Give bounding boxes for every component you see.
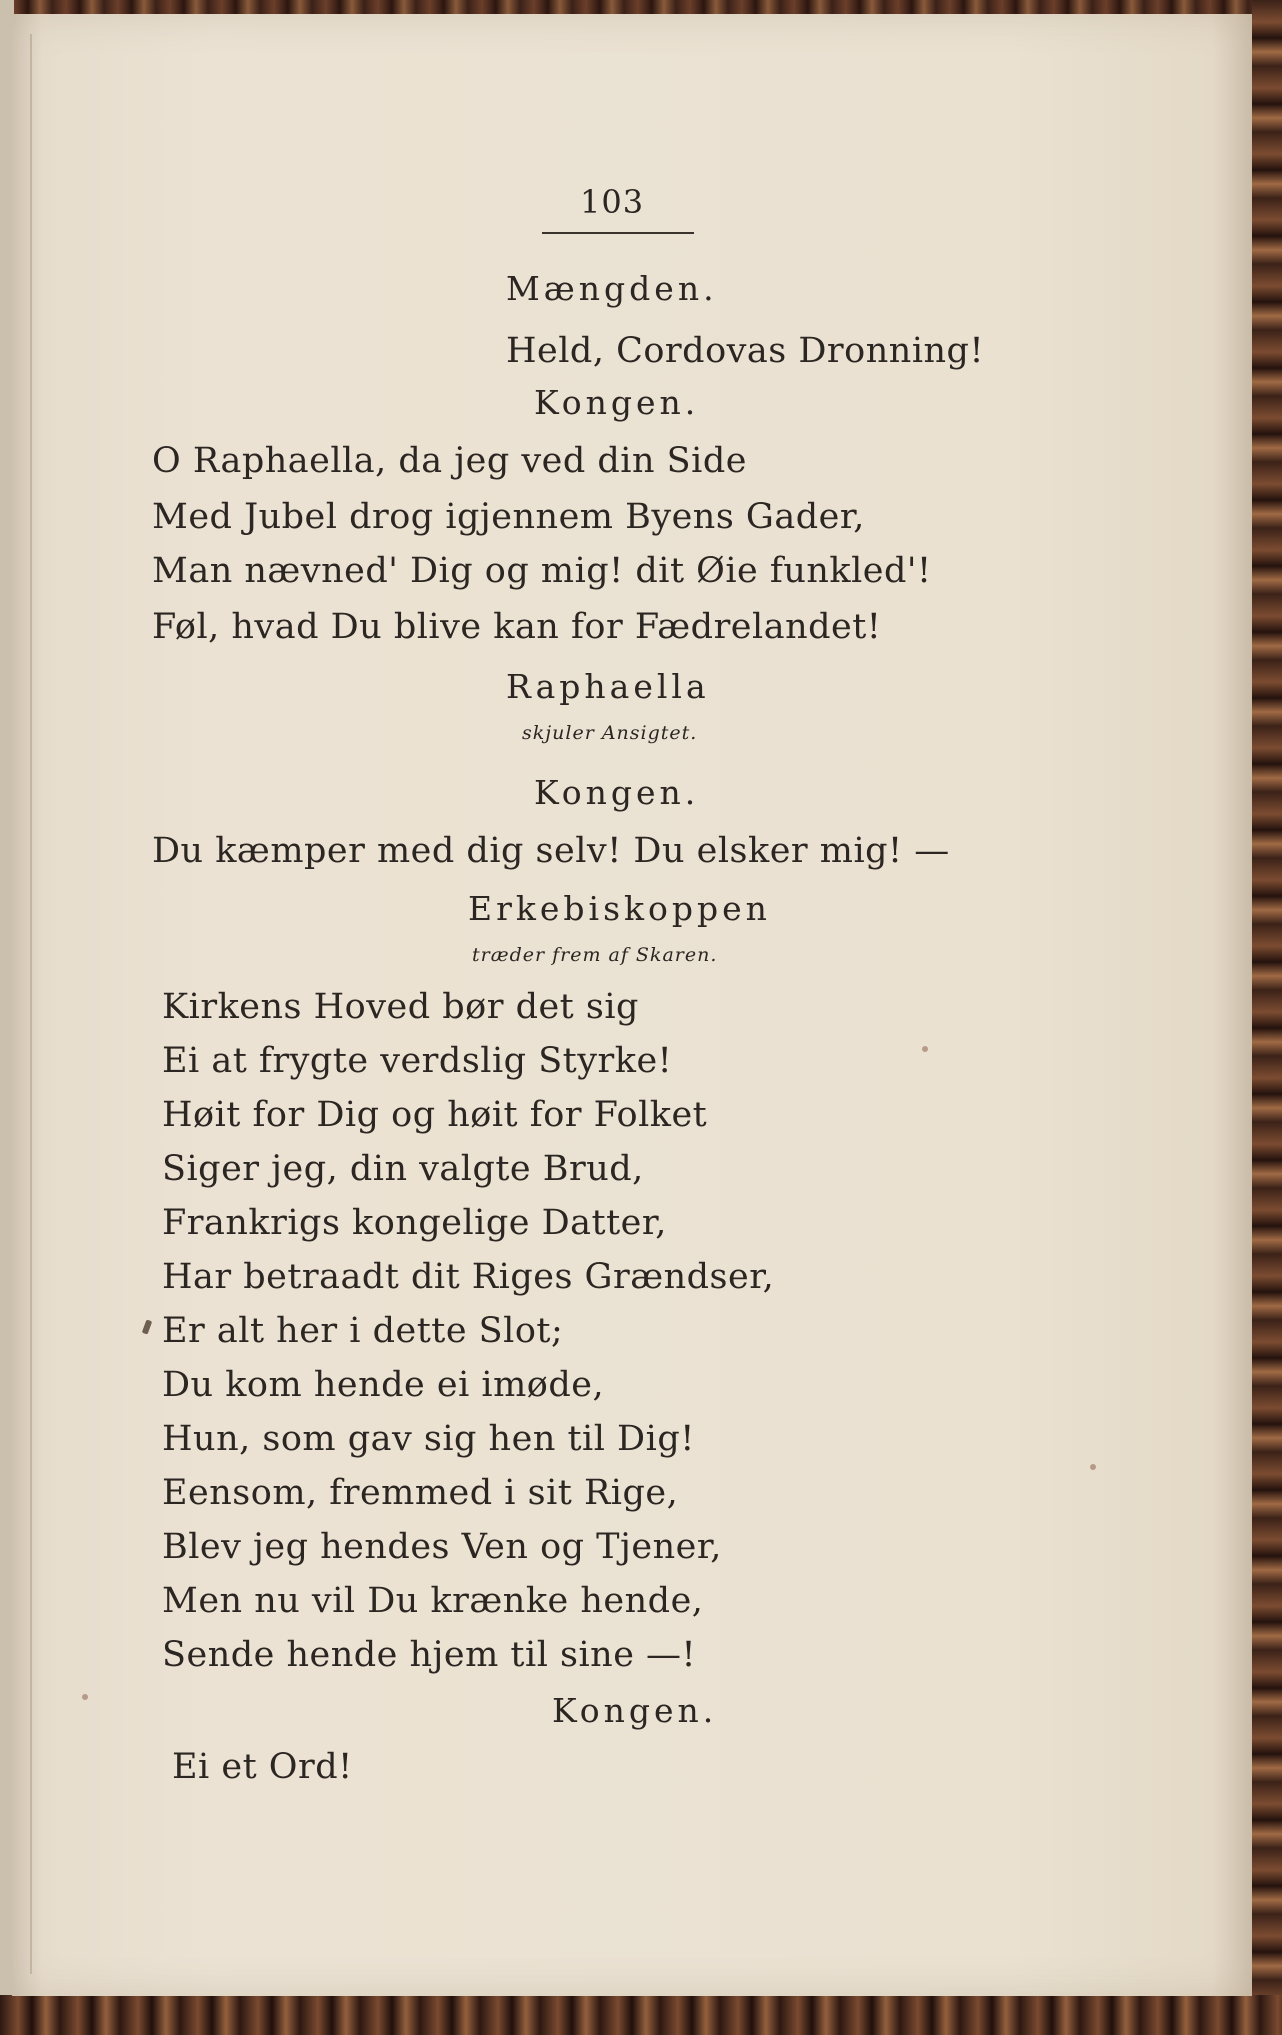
foxing-spot bbox=[922, 1046, 928, 1052]
verse-line: Man nævned' Dig og mig! dit Øie funkled'! bbox=[152, 551, 932, 591]
verse-line: Du kæmper med dig selv! Du elsker mig! — bbox=[152, 831, 950, 871]
book-cover-right-edge bbox=[1252, 0, 1282, 2035]
book-cover-bottom-edge bbox=[0, 1995, 1282, 2035]
verse-line: Du kom hende ei imøde, bbox=[162, 1365, 605, 1405]
speaker-heading: Kongen. bbox=[534, 383, 700, 422]
book-page bbox=[12, 14, 1252, 1996]
page-gutter bbox=[30, 34, 32, 1974]
verse-line: Kirkens Hoved bør det sig bbox=[162, 987, 639, 1027]
verse-line: Frankrigs kongelige Datter, bbox=[162, 1203, 667, 1243]
pencil-mark bbox=[142, 1319, 152, 1334]
verse-line: Hun, som gav sig hen til Dig! bbox=[162, 1419, 695, 1459]
foxing-spot bbox=[82, 1694, 88, 1700]
verse-line: Ei at frygte verdslig Styrke! bbox=[162, 1041, 673, 1081]
stage-direction: træder frem af Skaren. bbox=[472, 944, 718, 966]
verse-line: Med Jubel drog igjennem Byens Gader, bbox=[152, 497, 865, 537]
verse-line: Blev jeg hendes Ven og Tjener, bbox=[162, 1527, 722, 1567]
verse-line: Eensom, fremmed i sit Rige, bbox=[162, 1473, 679, 1513]
speaker-heading: Mængden. bbox=[506, 269, 718, 308]
verse-line: Er alt her i dette Slot; bbox=[162, 1311, 564, 1351]
verse-line: Siger jeg, din valgte Brud, bbox=[162, 1149, 644, 1189]
verse-line: Ei et Ord! bbox=[172, 1747, 353, 1787]
verse-line: Høit for Dig og høit for Folket bbox=[162, 1095, 708, 1135]
stage-direction: skjuler Ansigtet. bbox=[522, 722, 698, 744]
verse-line: Men nu vil Du krænke hende, bbox=[162, 1581, 704, 1621]
speaker-heading: Kongen. bbox=[552, 1691, 718, 1730]
verse-line: Sende hende hjem til sine —! bbox=[162, 1635, 697, 1675]
verse-line: O Raphaella, da jeg ved din Side bbox=[152, 441, 747, 481]
speaker-heading: Kongen. bbox=[534, 773, 700, 812]
page-number: 103 bbox=[580, 183, 645, 221]
verse-line: Har betraadt dit Riges Grændser, bbox=[162, 1257, 775, 1297]
speaker-heading: Erkebiskoppen bbox=[468, 889, 771, 928]
speaker-heading: Raphaella bbox=[506, 667, 710, 706]
foxing-spot bbox=[1090, 1464, 1096, 1470]
verse-line: Føl, hvad Du blive kan for Fædrelandet! bbox=[152, 607, 882, 647]
header-rule bbox=[542, 232, 694, 234]
verse-line: Held, Cordovas Dronning! bbox=[506, 331, 985, 371]
